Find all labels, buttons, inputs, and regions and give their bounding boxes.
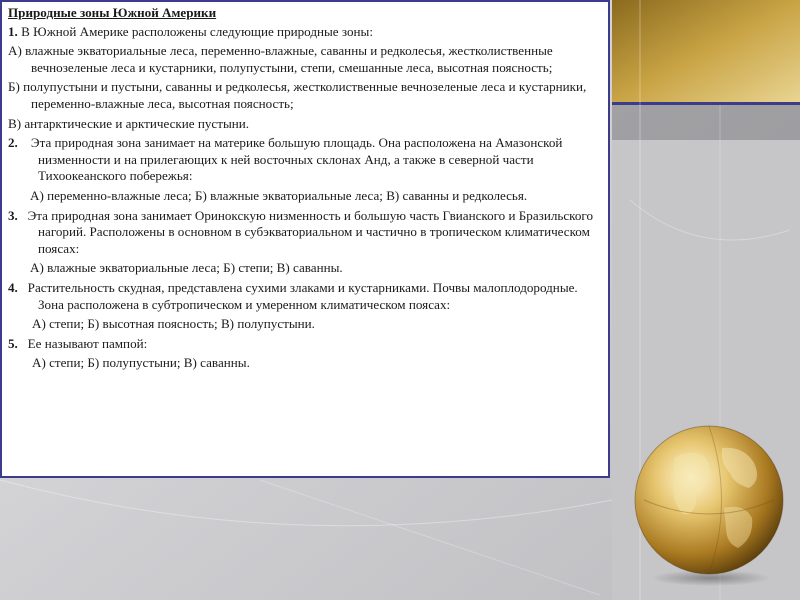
question-2	[8, 135, 602, 185]
question-number: 5.	[8, 335, 18, 351]
question-3	[8, 208, 602, 258]
question-4	[8, 280, 602, 313]
question-number: 3.	[8, 207, 18, 223]
question-text: В Южной Америке расположены следующие природные зоны:	[17, 23, 373, 39]
question-text: Ее называют пампой:	[27, 335, 148, 351]
question-number: 1.	[8, 23, 18, 39]
question-1	[8, 24, 602, 41]
question-2-answers: А) переменно-влажные леса; Б) влажные экваториальные леса; В) саванны и редколесья.	[30, 187, 528, 203]
question-number: 2.	[8, 135, 18, 151]
intro-option-a: А) влажные экваториальные леса, переменно-влажные, саванны и редколесья, жестколиственные вечнозеленые леса и кустарники, полупустыни, степи, смешанные леса, высотная поясность;	[8, 43, 553, 75]
page-title: Природные зоны Южной Америки	[8, 5, 217, 20]
question-number: 4.	[8, 279, 18, 295]
question-text: Эта природная зона занимает Оринокскую низменность и большую часть Гвианского и Бразильского нагорий. Расположены в основном в субэкваториальном и частично в тропическом климатическом поясах:	[27, 207, 593, 256]
question-4-answers: А) степи; Б) высотная поясность; В) полупустыни.	[32, 316, 315, 332]
globe-image	[634, 418, 784, 588]
question-3-answers: А) влажные экваториальные леса; Б) степи; В) саванны.	[30, 260, 343, 276]
question-5	[8, 336, 602, 353]
question-text: Эта природная зона занимает на материке большую площадь. Она расположена на Амазонской низменности и на прилегающих к ней восточных склонах Анд, а также в северной части Тихоокеанского побережья:	[30, 135, 563, 184]
question-text: Растительность скудная, представлена сухими злаками и кустарниками. Почвы малоплодородные. Зона расположена в субтропическом и умеренном климатическом поясах:	[27, 279, 578, 312]
intro-option-b: Б) полупустыни и пустыни, саванны и редколесья, жестколиственные вечнозеленые леса и кустарники, переменно-влажные леса, высотная поясность;	[8, 79, 587, 111]
intro-option-c: В) антарктические и арктические пустыни.	[8, 115, 250, 131]
question-5-answers: А) степи; Б) полупустыни; В) саванны.	[32, 355, 250, 371]
